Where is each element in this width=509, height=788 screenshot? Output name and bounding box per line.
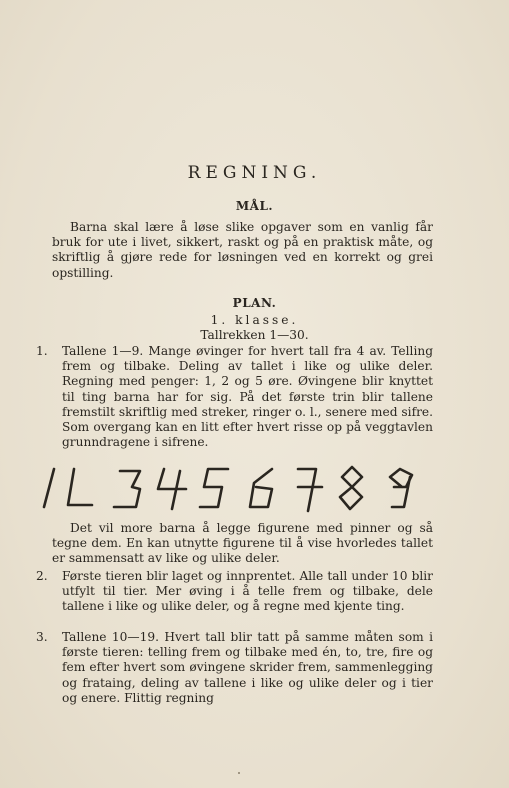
item-number: 3.: [36, 630, 48, 644]
figure-paragraph: Det vil more barna å legge figurene med pinner og så tegne dem. En kan utnytte figurene til å vise hvorledes tallet er sammensatt av like og ulike deler.: [52, 521, 433, 566]
item-number: 1.: [36, 344, 48, 358]
item-text: Tallene 1—9. Mange øvinger for hvert tall fra 4 av. Telling frem og tilbake. Deling av tallet i like og ulike deler. Regning med penger: 1, 2 og 5 øre. Øvingene blir knyttet til ting barna har for sig. På det første trin blir tallene fremstilt skriftlig med streker, ringer o. l., senere med sifre. Som overgang kan en litt efter hvert risse op på veggtavlen grunndragene i sifrene.: [62, 344, 433, 450]
digit-figure-8: [340, 467, 362, 509]
item-text: Tallene 10—19. Hvert tall blir tatt på samme måten som i første tieren: telling frem og tilbake med én, to, tre, fire og fem efter hvert som øvingene skrider frem, sammenlegging og frataing, deling av tallene i like og ulike deler og i tier og enere. Flittig regning: [62, 630, 433, 705]
digit-figure-9: [390, 469, 412, 507]
maal-heading: MÅL.: [235, 199, 274, 213]
klasse-heading: 1. klasse.: [210, 313, 299, 327]
digit-figure-1: [44, 469, 54, 507]
plan-heading: PLAN.: [232, 296, 277, 310]
digit-figure-2: [68, 469, 92, 505]
digit-figures: [40, 463, 440, 515]
maal-paragraph: Barna skal lære å løse slike opgaver som en vanlig får bruk for ute i livet, sikkert, raskt og på en praktisk måte, og skriftlig å gjøre rede for løsningen ved en korrekt og grei opstilling.: [52, 220, 433, 280]
tallrekken-heading: Tallrekken 1—30.: [200, 328, 309, 342]
digit-figure-4: [158, 469, 186, 509]
digit-figure-5: [200, 469, 228, 507]
digit-figure-7: [298, 469, 322, 511]
digit-figure-6: [250, 469, 272, 507]
page-title: REGNING.: [187, 163, 322, 183]
page-speck: [238, 772, 240, 774]
item-number: 2.: [36, 569, 48, 583]
item-text: Første tieren blir laget og innprentet. Alle tall under 10 blir utfylt til tier. Mer øving i å telle frem og tilbake, dele tallene i like og ulike deler, og å regne med kjente ting.: [62, 569, 433, 614]
digit-figure-3: [114, 471, 140, 507]
